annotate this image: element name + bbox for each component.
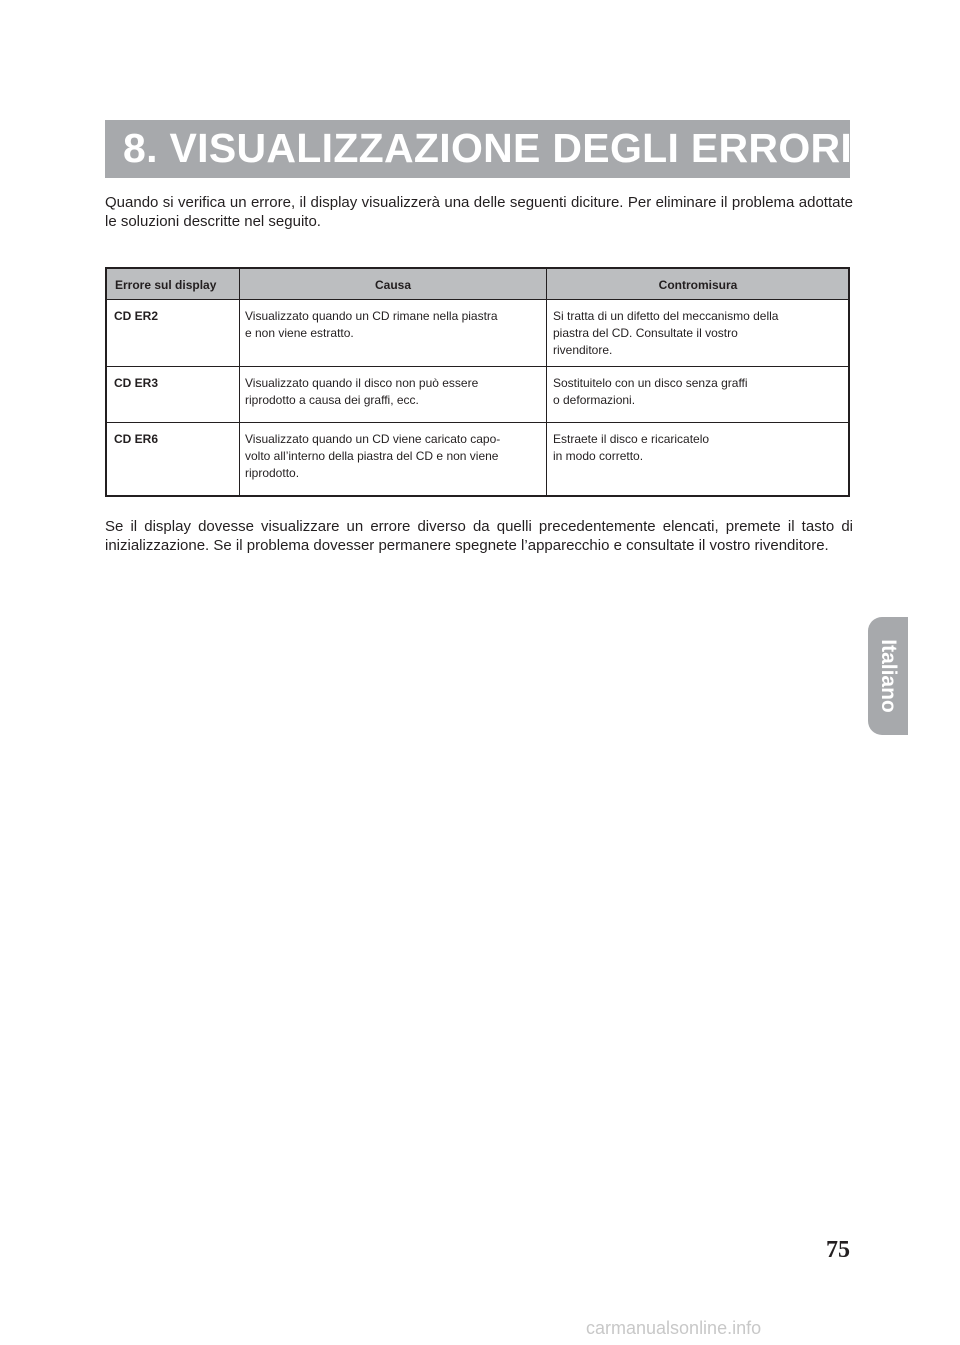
remedy-line: Sostituitelo con un disco senza graffi bbox=[553, 376, 748, 390]
error-code: CD ER6 bbox=[114, 432, 159, 446]
section-title-bar bbox=[105, 120, 853, 178]
error-code: CD ER2 bbox=[114, 309, 159, 323]
intro-paragraph: Quando si verifica un errore, il display visualizzerà una delle seguenti diciture. Per eliminare il problema adottate le soluzioni descritte nel seguito. bbox=[105, 194, 853, 230]
table-header-row bbox=[107, 269, 848, 300]
page-number: 75 bbox=[826, 1237, 850, 1263]
cause-line: riprodotto. bbox=[245, 466, 300, 480]
cause-line: Visualizzato quando un CD viene caricato capo- bbox=[245, 432, 501, 446]
remedy-cell bbox=[553, 431, 843, 465]
watermark: carmanualsonline.info bbox=[586, 1318, 762, 1338]
remedy-line: Si tratta di un difetto del meccanismo della bbox=[553, 309, 779, 323]
cause-cell bbox=[245, 308, 541, 342]
error-table bbox=[105, 267, 850, 497]
remedy-line: piastra del CD. Consultate il vostro bbox=[553, 326, 738, 340]
language-label: Italiano bbox=[877, 639, 900, 713]
table-row bbox=[107, 423, 848, 497]
remedy-line: o deformazioni. bbox=[553, 393, 636, 407]
cause-line: volto all’interno della piastra del CD e non viene bbox=[245, 449, 499, 463]
closing-paragraph: Se il display dovesse visualizzare un errore diverso da quelli precedentemente elencati, premete il tasto di inizializzazione. Se il problema dovesser permanere spegnete l’apparecchio e consultate il vostro rivenditore. bbox=[105, 518, 853, 554]
header-remedy: Contromisura bbox=[658, 278, 738, 292]
cause-line: Visualizzato quando il disco non può essere bbox=[245, 376, 479, 390]
cause-cell bbox=[245, 431, 541, 482]
remedy-cell bbox=[553, 375, 843, 409]
column-divider bbox=[546, 269, 547, 495]
column-divider bbox=[239, 269, 240, 495]
header-error-display: Errore sul display bbox=[115, 278, 217, 292]
language-side-tab bbox=[868, 617, 908, 735]
cause-cell bbox=[245, 375, 541, 409]
header-cause: Causa bbox=[374, 278, 412, 292]
remedy-line: rivenditore. bbox=[553, 343, 613, 357]
remedy-line: in modo corretto. bbox=[553, 449, 644, 463]
cause-line: riprodotto a causa dei graffi, ecc. bbox=[245, 393, 419, 407]
table-row bbox=[107, 300, 848, 367]
cause-line: e non viene estratto. bbox=[245, 326, 354, 340]
error-code: CD ER3 bbox=[114, 376, 159, 390]
table-row bbox=[107, 367, 848, 423]
remedy-cell bbox=[553, 308, 843, 359]
section-title: 8. VISUALIZZAZIONE DEGLI ERRORI bbox=[123, 125, 853, 171]
remedy-line: Estraete il disco e ricaricatelo bbox=[553, 432, 710, 446]
cause-line: Visualizzato quando un CD rimane nella piastra bbox=[245, 309, 498, 323]
